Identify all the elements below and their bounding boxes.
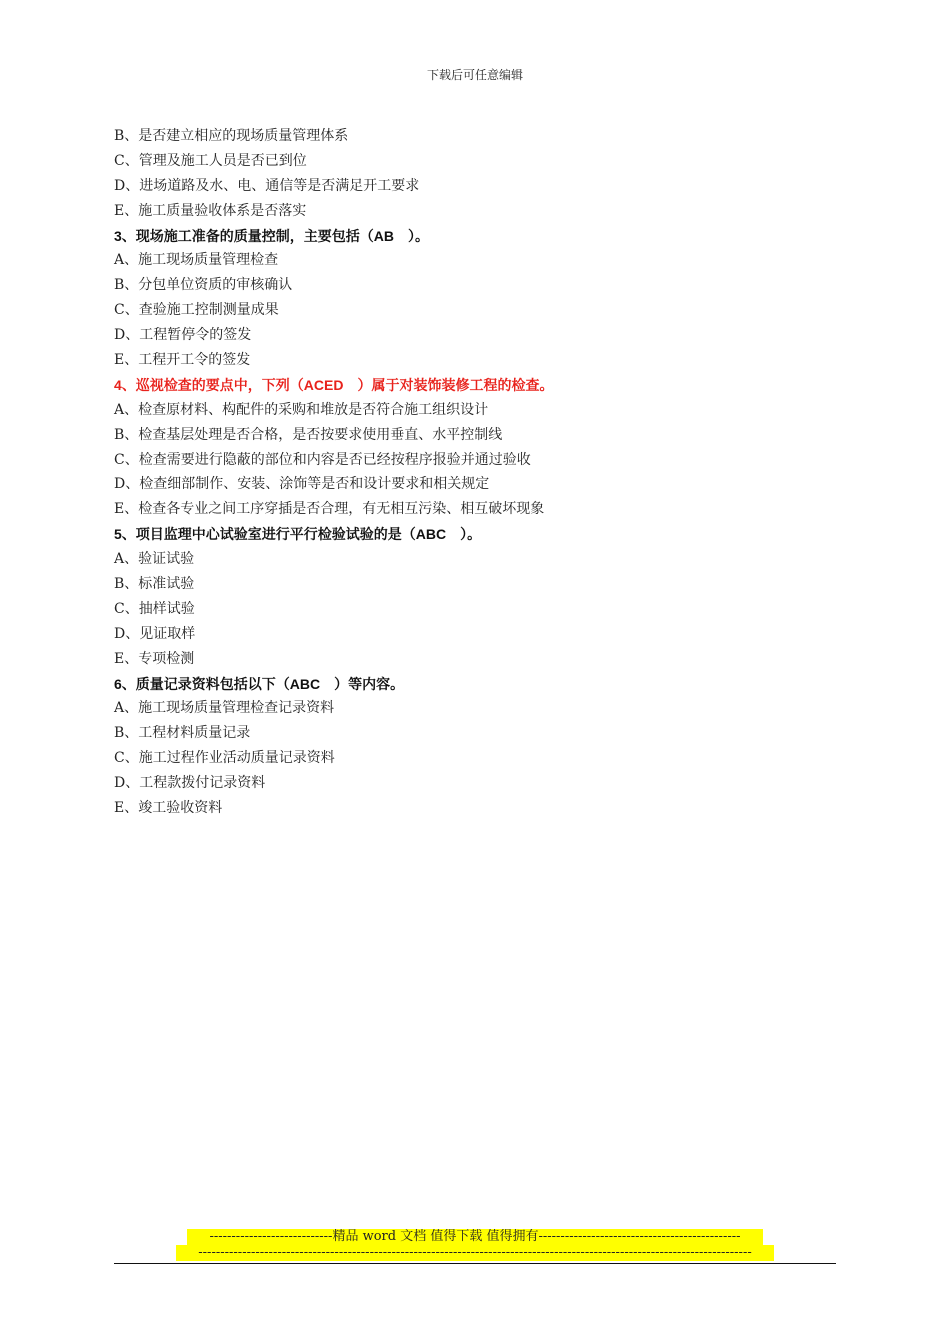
- answer-option: E、专项检测: [114, 650, 195, 667]
- question-highlighted: 4、巡视检查的要点中，下列（ACED ）属于对装饰装修工程的检查。: [114, 376, 554, 393]
- answer-option: C、查验施工控制测量成果: [114, 302, 279, 319]
- document-body: [114, 124, 834, 821]
- footer-rule: [114, 1263, 836, 1264]
- question: 5、项目监理中心试验室进行平行检验试验的是（ABC ）。: [114, 526, 482, 543]
- answer-option: E、工程开工令的签发: [114, 352, 251, 369]
- answer-option: D、检查细部制作、安装、涂饰等是否和设计要求和相关规定: [114, 476, 490, 493]
- footer-dash-text: ------------------------------------------------------------------------------------------------------------------------------: [176, 1245, 774, 1261]
- answer-option: C、抽样试验: [114, 600, 195, 617]
- answer-option: D、工程款拨付记录资料: [114, 775, 266, 792]
- answer-option: B、工程材料质量记录: [114, 725, 251, 742]
- question: 3、现场施工准备的质量控制，主要包括（AB ）。: [114, 227, 430, 244]
- answer-option: C、检查需要进行隐蔽的部位和内容是否已经按程序报验并通过验收: [114, 451, 531, 468]
- answer-option: E、检查各专业之间工序穿插是否合理，有无相互污染、相互破坏现象: [114, 501, 545, 518]
- answer-option: A、施工现场质量管理检查记录资料: [114, 700, 335, 717]
- question: 6、质量记录资料包括以下（ABC ）等内容。: [114, 675, 405, 692]
- answer-option: B、分包单位资质的审核确认: [114, 277, 293, 294]
- answer-option: E、施工质量验收体系是否落实: [114, 202, 307, 219]
- answer-option: D、工程暂停令的签发: [114, 327, 252, 344]
- footer-dash-line: [0, 1245, 950, 1265]
- answer-option: A、验证试验: [114, 551, 195, 568]
- answer-option: B、是否建立相应的现场质量管理体系: [114, 128, 349, 144]
- answer-option: B、标准试验: [114, 576, 195, 593]
- answer-option: A、检查原材料、构配件的采购和堆放是否符合施工组织设计: [114, 401, 489, 418]
- answer-option: C、管理及施工人员是否已到位: [114, 152, 307, 169]
- page-header: 下载后可任意编辑: [426, 68, 523, 82]
- answer-option: A、施工现场质量管理检查: [114, 252, 279, 269]
- answer-option: D、见证取样: [114, 625, 196, 642]
- answer-option: B、检查基层处理是否合格，是否按要求使用垂直、水平控制线: [114, 426, 503, 443]
- answer-option: E、竣工验收资料: [114, 800, 223, 817]
- answer-option: D、进场道路及水、电、通信等是否满足开工要求: [114, 177, 420, 194]
- footer-banner-text: ----------------------------精品 word 文档 值得下载 值得拥有----------------------------------------------: [187, 1229, 763, 1245]
- answer-option: C、施工过程作业活动质量记录资料: [114, 750, 335, 767]
